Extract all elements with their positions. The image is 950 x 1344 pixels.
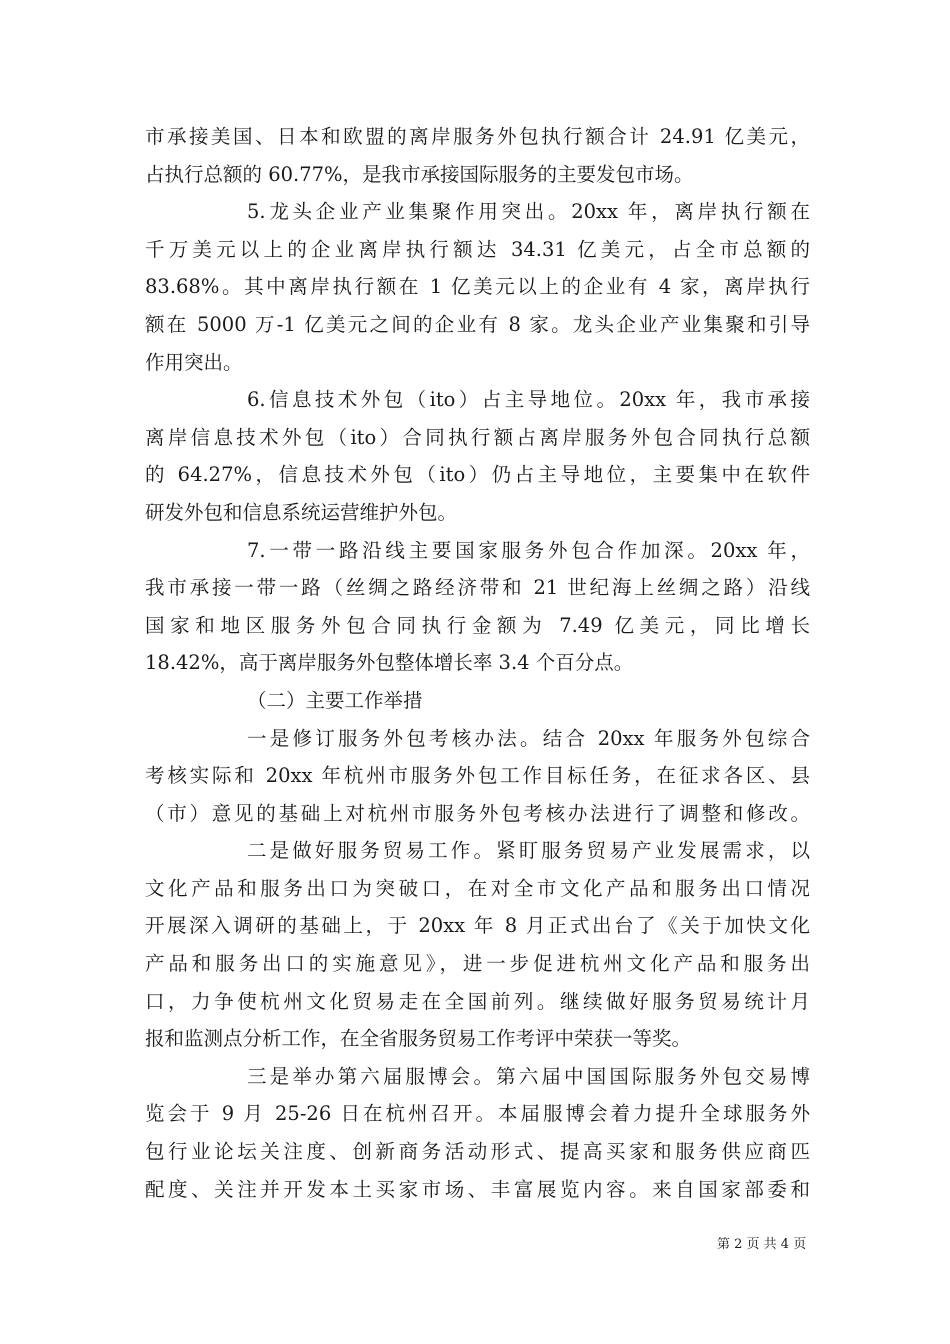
text-line: 口，力争使杭州文化贸易走在全国前列。继续做好服务贸易统计月 (145, 989, 810, 1013)
text-line: （市）意见的基础上对杭州市服务外包考核办法进行了调整和修改。 (145, 801, 810, 825)
text-line: （二）主要工作举措 (247, 688, 423, 712)
text-line: 产品和服务出口的实施意见》，进一步促进杭州文化产品和服务出 (145, 952, 810, 976)
text-line: 18.42%，高于离岸服务外包整体增长率 3.4 个百分点。 (145, 651, 634, 675)
text-line: 离岸信息技术外包（ito）合同执行额占离岸服务外包合同执行总额 (145, 425, 810, 449)
text-line: 报和监测点分析工作，在全省服务贸易工作考评中荣获一等奖。 (145, 1027, 692, 1051)
text-line: 文化产品和服务出口为突破口，在对全市文化产品和服务出口情况 (145, 876, 810, 900)
text-line: 千万美元以上的企业离岸执行额达 34.31 亿美元，占全市总额的 (145, 237, 810, 261)
text-line: 6.信息技术外包（ito）占主导地位。20xx 年，我市承接 (247, 388, 810, 412)
text-line: 包行业论坛关注度、创新商务活动形式、提高买家和服务供应商匹 (145, 1140, 810, 1164)
text-line: 83.68%。其中离岸执行额在 1 亿美元以上的企业有 4 家，离岸执行 (145, 275, 810, 299)
text-line: 5.龙头企业产业集聚作用突出。20xx 年，离岸执行额在 (247, 200, 810, 224)
page-number: 第 2 页 共 4 页 (717, 1237, 807, 1252)
text-line: 考核实际和 20xx 年杭州市服务外包工作目标任务，在征求各区、县 (145, 764, 810, 788)
text-line: 7.一带一路沿线主要国家服务外包合作加深。20xx 年， (247, 538, 810, 562)
text-line: 市承接美国、日本和欧盟的离岸服务外包执行额合计 24.91 亿美元， (145, 125, 810, 148)
text-line: 的 64.27%，信息技术外包（ito）仍占主导地位，主要集中在软件 (145, 463, 810, 487)
text-line: 研发外包和信息系统运营维护外包。 (145, 500, 458, 524)
text-line: 三是举办第六届服博会。第六届中国国际服务外包交易博 (247, 1064, 810, 1088)
text-line: 一是修订服务外包考核办法。结合 20xx 年服务外包综合 (247, 726, 810, 750)
text-line: 我市承接一带一路（丝绸之路经济带和 21 世纪海上丝绸之路）沿线 (145, 576, 810, 600)
text-line: 览会于 9 月 25-26 日在杭州召开。本届服博会着力提升全球服务外 (145, 1102, 810, 1126)
text-line: 额在 5000 万-1 亿美元之间的企业有 8 家。龙头企业产业集聚和引导 (145, 312, 810, 336)
text-line: 国家和地区服务外包合同执行金额为 7.49 亿美元，同比增长 (145, 613, 810, 637)
text-line: 占执行总额的 60.77%，是我市承接国际服务的主要发包市场。 (145, 162, 694, 186)
text-line: 开展深入调研的基础上，于 20xx 年 8 月正式出台了《关于加快文化 (145, 914, 810, 938)
text-line: 二是做好服务贸易工作。紧盯服务贸易产业发展需求，以 (247, 839, 810, 863)
document-body (145, 118, 810, 1208)
text-line: 作用突出。 (145, 350, 243, 374)
text-line: 配度、关注并开发本土买家市场、丰富展览内容。来自国家部委和 (145, 1177, 810, 1201)
